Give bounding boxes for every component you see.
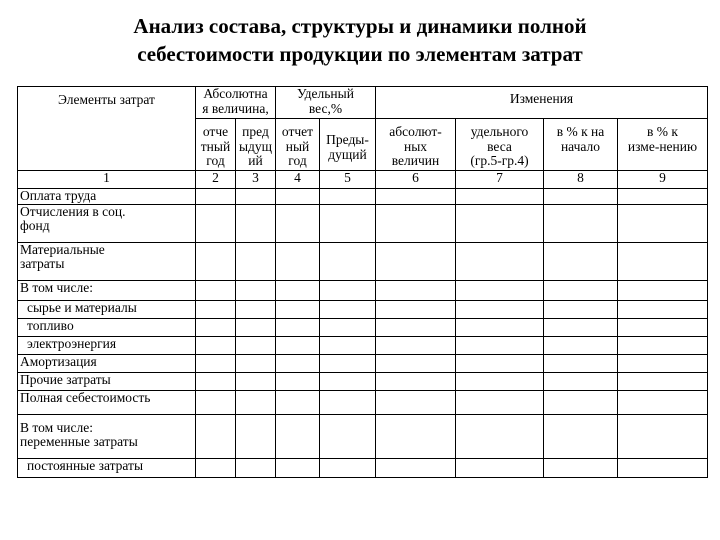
row-label: электроэнергия: [18, 336, 196, 354]
column-number: 2: [196, 171, 236, 189]
table-row: [18, 318, 708, 336]
header-prev-year: пред ыдущ ий: [236, 119, 276, 171]
row-label: Материальные затраты: [18, 242, 196, 280]
header-report-year-share: отчет ный год: [276, 119, 320, 171]
row-label: В том числе: переменные затраты: [18, 414, 196, 458]
header-share: Удельный вес,%: [276, 87, 376, 119]
table-row: [18, 414, 708, 458]
column-number: 9: [618, 171, 708, 189]
column-number: 3: [236, 171, 276, 189]
table-row: [18, 189, 708, 205]
table-row: [18, 204, 708, 242]
column-numbers-row: [18, 171, 708, 189]
column-number: 7: [456, 171, 544, 189]
column-number: 1: [18, 171, 196, 189]
column-number: 6: [376, 171, 456, 189]
column-number: 5: [320, 171, 376, 189]
row-label: В том числе:: [18, 280, 196, 300]
header-row-1: [18, 87, 708, 119]
column-number: 4: [276, 171, 320, 189]
header-changes: Изменения: [376, 87, 708, 119]
row-label: сырье и материалы: [18, 300, 196, 318]
table-row: [18, 390, 708, 414]
page-title: [0, 12, 720, 68]
table-row: [18, 300, 708, 318]
table-row: [18, 354, 708, 372]
row-label: постоянные затраты: [18, 458, 196, 477]
header-report-year: отче тный год: [196, 119, 236, 171]
cost-analysis-table: [17, 86, 708, 478]
row-label: топливо: [18, 318, 196, 336]
table-row: [18, 458, 708, 477]
row-label: Отчисления в соц. фонд: [18, 204, 196, 242]
header-share-change: удельного веса (гр.5-гр.4): [456, 119, 544, 171]
table-row: [18, 242, 708, 280]
table-row: [18, 336, 708, 354]
title-line-1: Анализ состава, структуры и динамики полной: [133, 14, 587, 38]
row-label: Полная себестоимость: [18, 390, 196, 414]
header-prev-year-share: Преды- дущий: [320, 119, 376, 171]
title-line-2: себестоимости продукции по элементам затрат: [137, 42, 583, 66]
header-abs-change: абсолют- ных величин: [376, 119, 456, 171]
row-label: Амортизация: [18, 354, 196, 372]
header-pct-start: в % к на начало: [544, 119, 618, 171]
header-pct-change: в % к изме-нению: [618, 119, 708, 171]
table-row: [18, 280, 708, 300]
column-number: 8: [544, 171, 618, 189]
table-row: [18, 372, 708, 390]
header-elements: Элементы затрат: [18, 87, 196, 171]
row-label: Оплата труда: [18, 189, 196, 205]
row-label: Прочие затраты: [18, 372, 196, 390]
header-absolute: Абсолютна я величина,: [196, 87, 276, 119]
